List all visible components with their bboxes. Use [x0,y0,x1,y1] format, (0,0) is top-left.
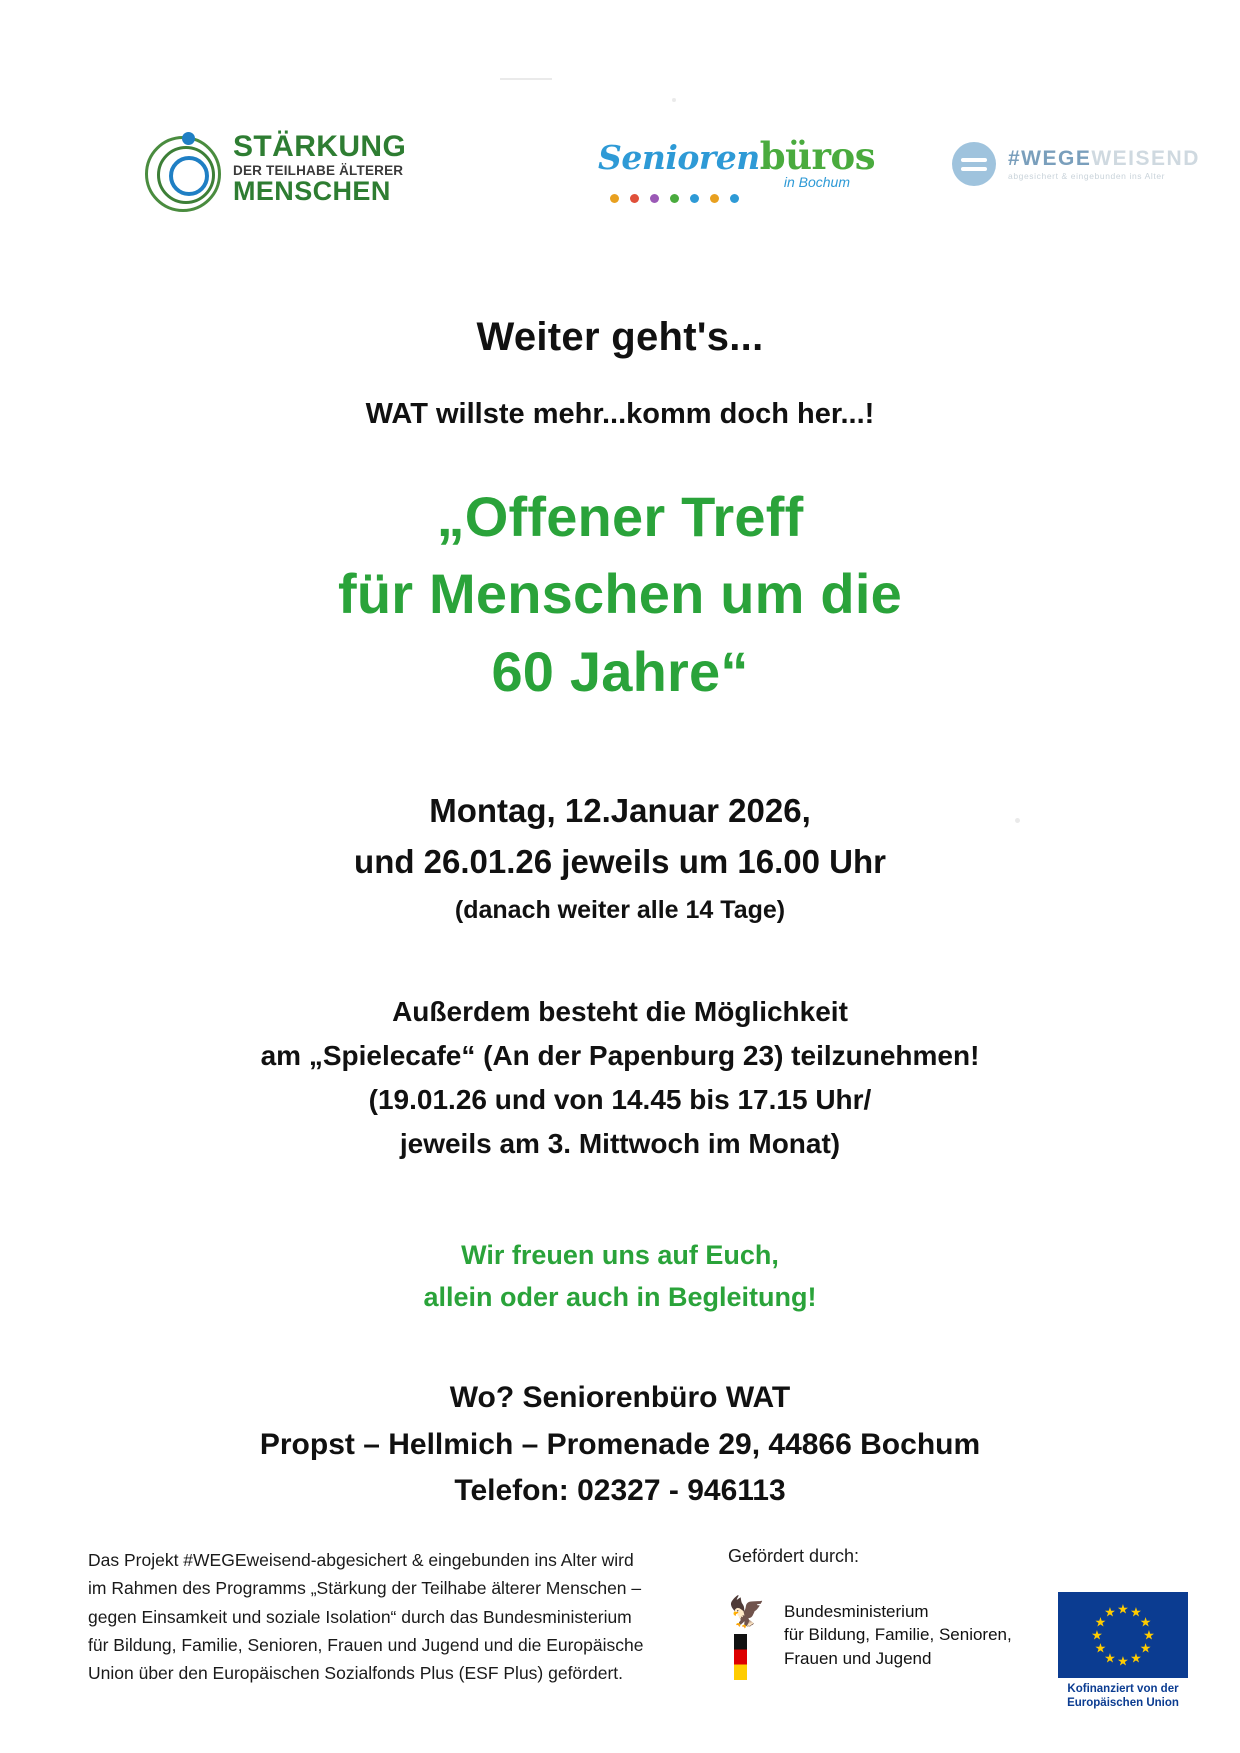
spielecafe-line2: am „Spielecafe“ (An der Papenburg 23) teilzunehmen! [260,1039,980,1071]
eu-star-icon: ★ [1139,1614,1152,1630]
logo-staerkung-aelterer-menschen [145,126,406,212]
invite-line2: allein oder auch in Begleitung! [423,1281,817,1312]
eu-star-icon: ★ [1130,1604,1142,1620]
headline-secondary: WAT willste mehr...komm doch her...! [365,398,875,430]
footer-eu-logo [1058,1592,1188,1711]
location-phone: Telefon: 02327 - 946113 [454,1474,786,1507]
footer-funded-label: Gefördert durch: [728,1546,860,1566]
eu-caption-line1: Kofinanziert von der [1067,1683,1179,1695]
location-line2: Propst – Hellmich – Promenade 29, 44866 Bochum [259,1427,981,1461]
eu-star-icon: ★ [1117,1601,1129,1617]
eu-star-icon: ★ [1104,1650,1116,1666]
logo-staerkung-line2: DER TEILHABE ÄLTERER [233,162,404,178]
event-title-line2: für Menschen um die [338,562,902,626]
eu-star-icon: ★ [1139,1640,1152,1656]
location-line1: Wo? Seniorenbüro WAT [449,1381,791,1414]
spielecafe-line3: (19.01.26 und von 14.45 bis 17.15 Uhr/ [368,1083,872,1115]
event-date-note: (danach weiter alle 14 Tage) [454,896,786,925]
logo-senioren-part1: Senioren [598,138,760,177]
location-block [0,1375,1240,1515]
event-title-line1: „Offener Treff [436,485,804,548]
eu-star-icon: ★ [1117,1653,1129,1669]
spielecafe-line4: jeweils am 3. Mittwoch im Monat) [399,1127,841,1159]
concentric-rings-person-icon [145,126,223,212]
logo-wege-subtitle: abgesichert & eingebunden ins Alter [1008,170,1166,181]
eu-star-icon: ★ [1104,1604,1116,1620]
eu-caption-line2: Europäischen Union [1067,1697,1179,1710]
logo-seniorenbueros-bochum [598,134,888,203]
event-dates [0,785,1240,930]
spielecafe-info [0,990,1240,1166]
logo-wegeweisend [952,142,1200,186]
invite-line1: Wir freuen uns auf Euch, [461,1240,779,1270]
eu-star-icon: ★ [1094,1640,1107,1656]
logo-senioren-wordmark [598,134,888,178]
invite-message [0,1235,1240,1319]
footer-project-text: Das Projekt #WEGEweisend-abgesichert & eingebunden ins Alter wird im Rahmen des Programms „Stärkung der Teilhabe älterer Menschen – gegen Einsamkeit und soziale Isolation“ durch das Bundesministerium für Bildung, Familie, Senioren, Frauen und Jugend und die Europäische Union über den Europäischen Sozialfonds Plus (ESF Plus) gefördert. [88,1550,644,1684]
logo-senioren-dots-icon [598,194,888,203]
event-date-line2: und 26.01.26 jeweils um 16.00 Uhr [354,843,886,881]
scan-artifact [500,78,552,80]
logo-wege-strong: #WEGE [1008,146,1092,170]
eu-star-icon: ★ [1094,1614,1107,1630]
ministry-line3: Frauen und Jugend [784,1648,932,1668]
eu-caption [1058,1682,1188,1711]
wege-circle-icon [952,142,996,186]
logo-staerkung-line3: MENSCHEN [233,176,391,207]
footer-ministry-logo [728,1598,1012,1680]
logo-senioren-sub: in Bochum [783,174,850,190]
eu-star-icon: ★ [1091,1627,1103,1643]
spielecafe-line1: Außerdem besteht die Möglichkeit [392,996,848,1027]
ministry-line2: für Bildung, Familie, Senioren, [784,1625,1012,1645]
german-flag-icon [734,1634,747,1680]
event-title [0,478,1240,710]
logo-wege-faded: WEISEND [1091,146,1200,170]
event-title-line3: 60 Jahre“ [491,639,749,703]
event-date-line1: Montag, 12.Januar 2026, [429,792,811,829]
ministry-line1: Bundesministerium [784,1602,929,1621]
federal-eagle-icon: 🦅 [728,1598,770,1680]
logo-staerkung-line1: STÄRKUNG [233,130,407,164]
footer [0,1540,1240,1740]
logo-row [0,120,1240,230]
eu-star-icon: ★ [1130,1650,1142,1666]
eu-flag-icon [1058,1592,1188,1678]
scan-artifact [672,98,676,102]
logo-senioren-part2: büros [759,134,876,178]
headline-primary: Weiter geht's... [476,315,764,359]
eu-star-icon: ★ [1143,1627,1155,1643]
